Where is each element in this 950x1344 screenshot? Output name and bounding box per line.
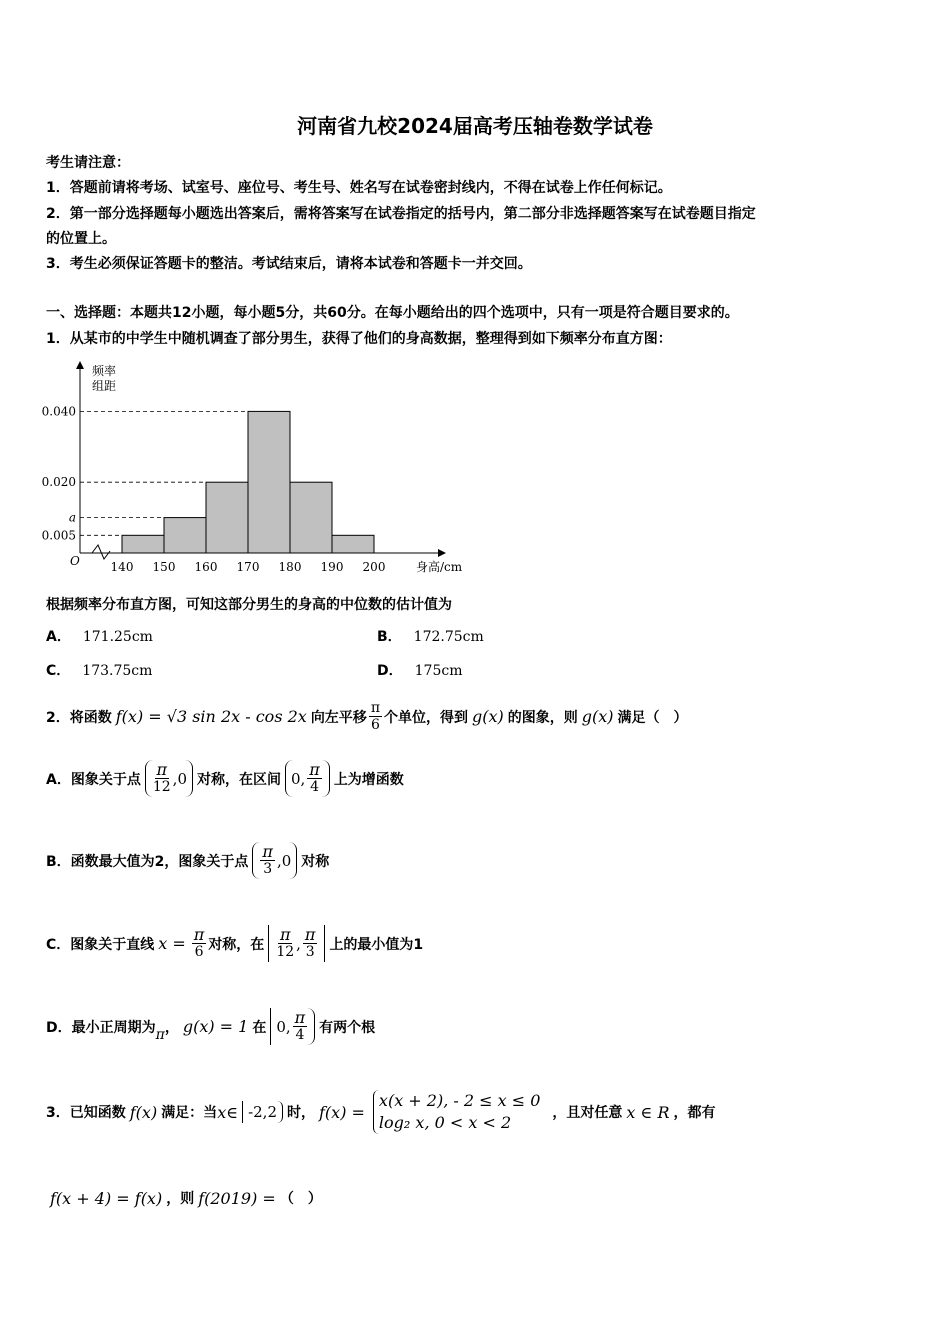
interval-expression: 0, $\frac{\pi}{4}$ xyxy=(270,1008,315,1045)
notice-item: 2．第一部分选择题每小题选出答案后，需将答案写在试卷指定的括号内，第二部分非选择题答案写在试卷题目指定 xyxy=(46,206,756,222)
question-1-stem: 1．从某市的中学生中随机调查了部分男生，获得了他们的身高数据，整理得到如下频率分布直方图： xyxy=(46,331,672,347)
option-b[interactable] xyxy=(377,626,484,646)
axis-break xyxy=(92,545,110,559)
notice-item: 的位置上。 xyxy=(46,231,116,247)
option-text: 172.75cm xyxy=(413,629,484,645)
y-tick-label: 0.020 xyxy=(41,475,76,490)
interval-expression: 0, $\frac{\pi}{4}$ xyxy=(285,760,330,797)
option-c[interactable] xyxy=(46,660,152,680)
option-label: A． xyxy=(46,629,71,645)
notice-item: 3．考生必须保证答题卡的整洁。考试结束后，请将本试卷和答题卡一并交回。 xyxy=(46,256,532,272)
point-expression: $\frac{\pi}{12}$ ,0 xyxy=(145,760,193,797)
histogram-bar xyxy=(248,411,290,553)
x-tick-label: 170 xyxy=(236,560,260,574)
x-axis-label: 身高/cm xyxy=(416,560,463,574)
piecewise-definition: x(x + 2), - 2 ≤ x ≤ 0 log₂ x, 0 < x < 2 xyxy=(373,1090,541,1134)
y-tick-label: 0.005 xyxy=(41,528,76,543)
y-tick-label: a xyxy=(68,510,76,525)
x-tick-label: 140 xyxy=(110,560,134,574)
question-3-stem: 3．已知函数 f(x) 满足：当 x∈ -2,2 时， f(x) = x(x + 2), - 2 ≤ x ≤ 0 log₂ x, 0 < x < 2 ，且对任意 x ∈ R ，都有 xyxy=(46,1091,716,1132)
option-d[interactable]: D． 最小正周期为 π ， g(x) = 1 在 0, $\frac{\pi}{4}$ 有两个根 xyxy=(46,1008,376,1043)
shift-fraction: $\frac{\pi}{6}$ xyxy=(370,700,381,733)
page-title: 河南省九校2024届高考压轴卷数学试卷 xyxy=(297,114,653,138)
option-text: 175cm xyxy=(414,663,463,679)
histogram-chart xyxy=(30,355,480,585)
y-axis-label-top: 频率 xyxy=(92,364,117,378)
y-tick-label: 0.040 xyxy=(41,404,76,419)
option-a[interactable]: A． 图象关于点 $\frac{\pi}{12}$ ,0 对称，在区间 0, $\frac{\pi}{4}$ 上为增函数 xyxy=(46,760,404,795)
question-3-condition: f(x + 4) = f(x) ，则 f(2019) = （ ） xyxy=(50,1188,322,1208)
option-label: C． xyxy=(46,663,71,679)
x-tick-label: 180 xyxy=(278,560,302,574)
point-expression: $\frac{\pi}{3}$ ,0 xyxy=(252,842,297,879)
x-tick-label: 160 xyxy=(194,560,218,574)
notice-heading: 考生请注意： xyxy=(46,155,130,171)
option-d[interactable] xyxy=(377,660,462,680)
histogram-bar xyxy=(206,482,248,553)
line-fraction: $\frac{\pi}{6}$ xyxy=(193,925,205,960)
histogram-bar xyxy=(332,535,374,553)
section-heading: 一、选择题：本题共12小题，每小题5分，共60分。在每小题给出的四个选项中，只有一项是符合题目要求的。 xyxy=(46,305,739,321)
histogram-bar xyxy=(164,518,206,553)
option-label: B． xyxy=(377,629,402,645)
origin-label: O xyxy=(70,554,80,568)
x-tick-label: 200 xyxy=(362,560,386,574)
x-tick-label: 190 xyxy=(320,560,344,574)
notice-item: 1．答题前请将考场、试室号、座位号、考生号、姓名写在试卷密封线内，不得在试卷上作任何标记。 xyxy=(46,180,672,196)
histogram-bar xyxy=(290,482,332,553)
option-text: 171.25cm xyxy=(82,629,153,645)
option-a[interactable] xyxy=(46,626,153,646)
option-c[interactable]: C． 图象关于直线 x = $\frac{\pi}{6}$ 对称，在 $\frac{\pi}{12}$ , $\frac{\pi}{3}$ 上的最小值为1 xyxy=(46,925,424,960)
interval-expression: $\frac{\pi}{12}$ , $\frac{\pi}{3}$ xyxy=(268,925,325,962)
y-axis-label-bottom: 组距 xyxy=(92,379,117,393)
function-f: f(x) = √3 sin 2x - cos 2x xyxy=(115,707,307,726)
option-text: 173.75cm xyxy=(82,663,153,679)
x-tick-label: 150 xyxy=(152,560,176,574)
option-b[interactable]: B． 函数最大值为2，图象关于点 $\frac{\pi}{3}$ ,0 对称 xyxy=(46,842,330,877)
y-axis-arrow xyxy=(76,361,84,369)
option-label: D． xyxy=(377,663,403,679)
question-2-stem: 2．将函数 f(x) = √3 sin 2x - cos 2x 向左平移 $\frac{\pi}{6}$ 个单位，得到 g(x) 的图象，则 g(x) 满足（ ） xyxy=(46,700,688,733)
x-axis-arrow xyxy=(438,549,446,557)
question-1-followup: 根据频率分布直方图，可知这部分男生的身高的中位数的估计值为 xyxy=(46,597,452,613)
histogram-bar xyxy=(122,535,164,553)
